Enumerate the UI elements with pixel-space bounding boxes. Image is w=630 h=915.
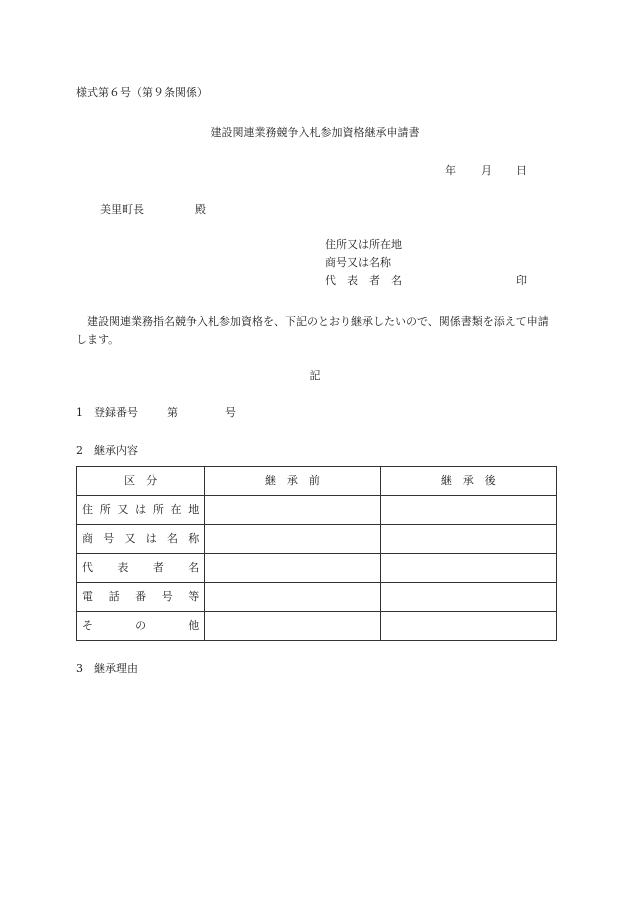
table-row: [77, 496, 557, 525]
date-month-label: 月: [481, 164, 492, 177]
body-text: 建設関連業務指名競争入札参加資格を、下記のとおり継承したいので、関係書類を添えて申請します。: [76, 315, 549, 346]
section2-label: 2 継承内容: [76, 444, 138, 457]
table-row: [77, 583, 557, 612]
section1-go: 号: [225, 406, 236, 419]
section3-label: 3 継承理由: [76, 662, 138, 675]
applicant-rep-label: 代 表 者 名: [325, 274, 402, 287]
row-label: 住所又は所在地: [77, 496, 205, 525]
table-row: [77, 525, 557, 554]
before-cell[interactable]: [205, 612, 380, 641]
section1-label: 1 登録番号: [76, 406, 138, 419]
before-cell[interactable]: [205, 554, 380, 583]
before-cell[interactable]: [205, 525, 380, 554]
row-label: その他: [77, 612, 205, 641]
row-label: 商号又は名称: [77, 525, 205, 554]
after-cell[interactable]: [380, 496, 556, 525]
header-before: 継 承 前: [205, 467, 380, 496]
form-id: 様式第６号（第９条関係）: [76, 86, 208, 99]
applicant-address-label: 住所又は所在地: [325, 238, 402, 251]
after-cell[interactable]: [380, 525, 556, 554]
before-cell[interactable]: [205, 583, 380, 612]
table-row: [77, 554, 557, 583]
row-label: 電話番号等: [77, 583, 205, 612]
after-cell[interactable]: [380, 554, 556, 583]
addressee-suffix: 殿: [195, 203, 206, 216]
header-category: 区 分: [77, 467, 205, 496]
table-header-row: [77, 467, 557, 496]
date-year-label: 年: [445, 164, 456, 177]
applicant-name-label: 商号又は名称: [325, 256, 391, 269]
after-cell[interactable]: [380, 583, 556, 612]
seal-mark: 印: [516, 274, 527, 287]
section1-dai: 第: [167, 406, 178, 419]
before-cell[interactable]: [205, 496, 380, 525]
addressee-name: 美里町長: [100, 203, 144, 216]
row-label: 代表者名: [77, 554, 205, 583]
table-row: [77, 612, 557, 641]
date-day-label: 日: [516, 164, 527, 177]
after-cell[interactable]: [380, 612, 556, 641]
header-after: 継 承 後: [380, 467, 556, 496]
succession-table: [76, 466, 557, 641]
ki-heading: 記: [309, 369, 321, 382]
document-title: 建設関連業務競争入札参加資格継承申請書: [210, 126, 420, 139]
